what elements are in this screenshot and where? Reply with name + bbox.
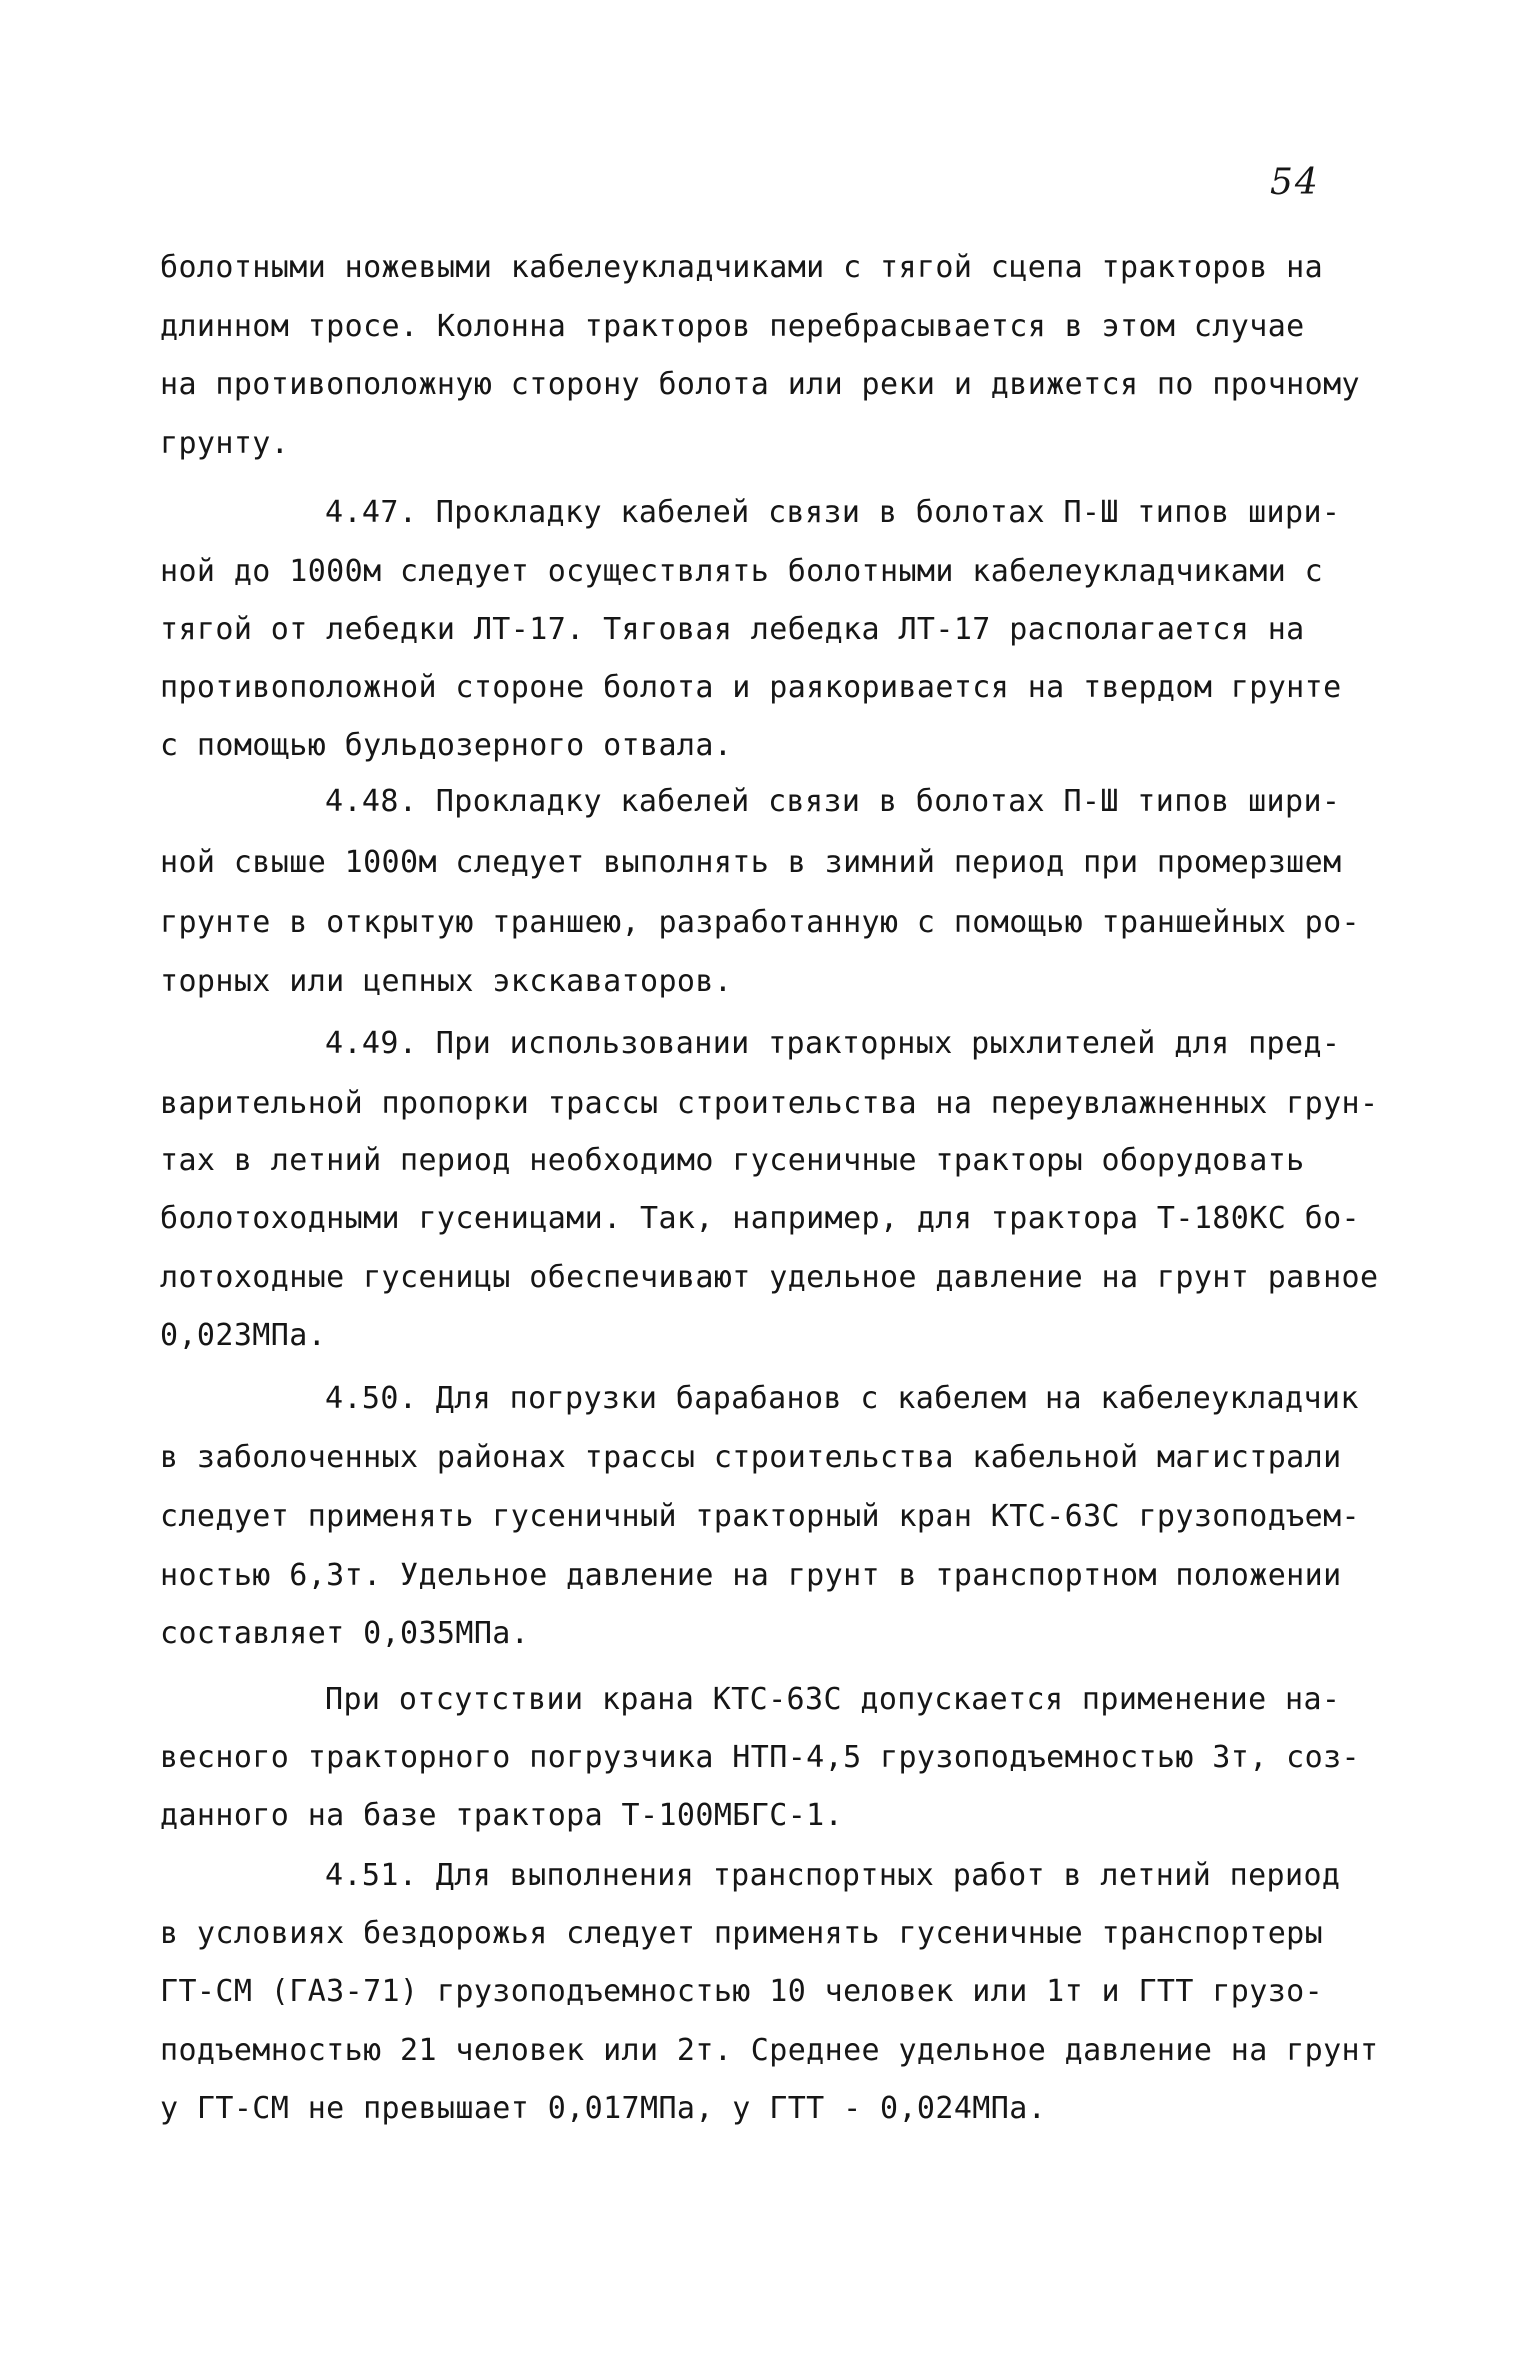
- text-line: 0,023МПа.: [160, 1318, 327, 1353]
- text-line: в условиях бездорожья следует применять гусеничные транспортеры: [160, 1916, 1324, 1951]
- text-line: торных или цепных экскаваторов.: [160, 964, 733, 999]
- text-line: ностью 6,3т. Удельное давление на грунт в транспортном положении: [160, 1558, 1342, 1593]
- text-line: 4.47. Прокладку кабелей связи в болотах П-Ш типов шири-: [325, 495, 1341, 530]
- text-line: длинном тросе. Колонна тракторов перебрасывается в этом случае: [160, 309, 1305, 344]
- text-line: грунте в открытую траншею, разработанную с помощью траншейных ро-: [160, 905, 1360, 940]
- text-line: ной свыше 1000м следует выполнять в зимний период при промерзшем: [160, 845, 1342, 880]
- text-line: в заболоченных районах трассы строительства кабельной магистрали: [160, 1440, 1342, 1475]
- text-line: у ГТ-СМ не превышает 0,017МПа, у ГТТ - 0,024МПа.: [160, 2091, 1047, 2126]
- text-line: подъемностью 21 человек или 2т. Среднее удельное давление на грунт: [160, 2033, 1379, 2068]
- text-line: 4.49. При использовании тракторных рыхлителей для пред-: [325, 1026, 1341, 1061]
- text-line: варительной пропорки трассы строительства на переувлажненных грун-: [160, 1086, 1379, 1121]
- text-line: 4.48. Прокладку кабелей связи в болотах П-Ш типов шири-: [325, 784, 1341, 819]
- text-line: противоположной стороне болота и раякоривается на твердом грунте: [160, 670, 1342, 705]
- text-line: следует применять гусеничный тракторный кран КТС-63С грузоподъем-: [160, 1499, 1360, 1534]
- text-line: При отсутствии крана КТС-63С допускается применение на-: [325, 1682, 1341, 1717]
- text-line: болотоходными гусеницами. Так, например, для трактора Т-180КС бо-: [160, 1201, 1360, 1236]
- text-line: болотными ножевыми кабелеукладчиками с тягой сцепа тракторов на: [160, 250, 1324, 285]
- text-line: весного тракторного погрузчика НТП-4,5 грузоподъемностью 3т, соз-: [160, 1740, 1360, 1775]
- text-line: ной до 1000м следует осуществлять болотными кабелеукладчиками с: [160, 554, 1324, 589]
- text-line: тягой от лебедки ЛТ-17. Тяговая лебедка ЛТ-17 располагается на: [160, 612, 1305, 647]
- text-line: 4.50. Для погрузки барабанов с кабелем на кабелеукладчик: [325, 1381, 1359, 1416]
- page-number: 54: [1270, 162, 1320, 203]
- text-line: 4.51. Для выполнения транспортных работ в летний период: [325, 1858, 1341, 1893]
- text-line: тах в летний период необходимо гусеничные тракторы оборудовать: [160, 1143, 1305, 1178]
- text-line: на противоположную сторону болота или реки и движется по прочному: [160, 367, 1360, 402]
- text-line: составляет 0,035МПа.: [160, 1616, 530, 1651]
- text-line: грунту.: [160, 426, 290, 461]
- text-line: данного на базе трактора Т-100МБГС-1.: [160, 1798, 844, 1833]
- text-line: ГТ-СМ (ГАЗ-71) грузоподъемностью 10 человек или 1т и ГТТ грузо-: [160, 1974, 1324, 2009]
- text-line: с помощью бульдозерного отвала.: [160, 728, 733, 763]
- text-line: лотоходные гусеницы обеспечивают удельное давление на грунт равное: [160, 1260, 1379, 1295]
